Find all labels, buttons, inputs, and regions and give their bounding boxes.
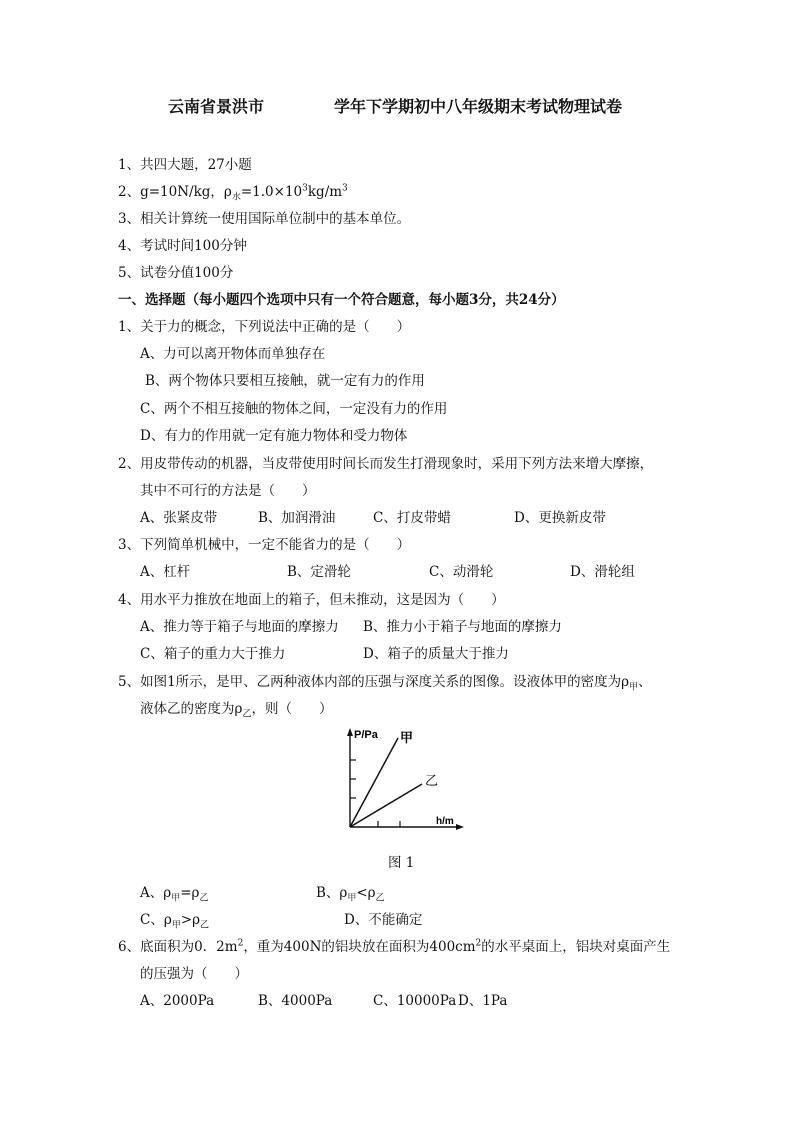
question-3-option-c: C、动滑轮 bbox=[429, 564, 494, 580]
question-3-stem: 3、下列简单机械中，一定不能省力的是（ ） bbox=[118, 537, 411, 553]
page-title: 学年下学期初中八年级期末考试物理试卷 bbox=[334, 97, 623, 116]
question-6-stem: 6、底面积为0．$2m^2$，重为400N的铝块放在面积为$400cm^2$的水平桌面上，铝块对桌面产生 bbox=[118, 938, 671, 955]
question-5-stem-cont: 液体乙的密度为$\rho_乙$，则（ ） bbox=[140, 701, 333, 720]
question-5-option-a: A、$\rho_甲=\rho_乙$ bbox=[140, 885, 209, 904]
question-4-option-a: A、推力等于箱子与地面的摩擦力 bbox=[140, 619, 339, 635]
x-axis-label: h/m bbox=[436, 816, 454, 827]
figure-1-graph bbox=[330, 722, 470, 834]
question-4-option-d: D、箱子的质量大于推力 bbox=[363, 646, 509, 662]
x-axis-arrow bbox=[456, 824, 464, 830]
question-1-stem: 1、关于力的概念，下列说法中正确的是（ ） bbox=[118, 319, 411, 335]
note-1: 1、共四大题，27小题 bbox=[118, 157, 252, 173]
question-2-option-d: D、更换新皮带 bbox=[514, 510, 606, 526]
line-yi-label: 乙 bbox=[425, 774, 439, 789]
question-1-option-b: B、两个物体只要相互接触，就一定有力的作用 bbox=[145, 373, 425, 389]
question-4-option-b: B、推力小于箱子与地面的摩擦力 bbox=[363, 619, 562, 635]
question-3-option-a: A、杠杆 bbox=[140, 564, 191, 580]
question-1-option-d: D、有力的作用就一定有施力物体和受力物体 bbox=[140, 428, 408, 444]
note-3: 3、相关计算统一使用国际单位制中的基本单位。 bbox=[118, 211, 411, 227]
question-2-option-b: B、加润滑油 bbox=[258, 510, 336, 526]
y-axis-label: P/Pa bbox=[354, 729, 378, 741]
figure-1-caption: 图 1 bbox=[388, 855, 415, 871]
note-2: 2、g=10N/kg，$\rho_水=1.0\times 10^3kg/m^3$ bbox=[118, 183, 348, 203]
question-5-option-b: B、$\rho_甲<\rho_乙$ bbox=[316, 885, 385, 904]
y-axis-arrow bbox=[347, 728, 353, 736]
question-4-stem: 4、用水平力推放在地面上的箱子，但未推动，这是因为（ ） bbox=[118, 592, 505, 608]
question-6-option-d: D、1Pa bbox=[458, 993, 508, 1009]
note-5: 5、试卷分值100分 bbox=[118, 265, 234, 281]
question-5-option-d: D、不能确定 bbox=[344, 912, 423, 928]
question-2-stem: 2、用皮带传动的机器，当皮带使用时间长而发生打滑现象时，采用下列方法来增大摩擦， bbox=[118, 456, 654, 472]
question-1-option-c: C、两个不相互接触的物体之间，一定没有力的作用 bbox=[140, 401, 448, 417]
question-2-stem-cont: 其中不可行的方法是（ ） bbox=[140, 483, 316, 499]
question-3-option-d: D、滑轮组 bbox=[570, 564, 635, 580]
question-1-option-a: A、力可以离开物体而单独存在 bbox=[140, 346, 326, 362]
question-3-option-b: B、定滑轮 bbox=[287, 564, 351, 580]
question-5-stem: 5、如图1所示，是甲、乙两种液体内部的压强与深度关系的图像。设液体甲的密度为$\rho_甲$、 bbox=[118, 674, 652, 693]
note-4: 4、考试时间100分钟 bbox=[118, 238, 247, 254]
question-6-option-c: C、10000Pa bbox=[373, 993, 457, 1009]
line-jia-label: 甲 bbox=[400, 731, 414, 746]
question-6-option-b: B、4000Pa bbox=[258, 993, 333, 1009]
question-2-option-a: A、张紧皮带 bbox=[140, 510, 218, 526]
line-jia bbox=[350, 738, 398, 827]
question-6-stem-cont: 的压强为（ ） bbox=[140, 966, 248, 982]
question-4-option-c: C、箱子的重力大于推力 bbox=[140, 646, 286, 662]
section-heading: 一、选择题（每小题四个选项中只有一个符合题意，每小题3分，共24分） bbox=[118, 292, 565, 308]
title-location: 云南省景洪市 bbox=[168, 97, 265, 116]
question-6-option-a: A、2000Pa bbox=[140, 993, 215, 1009]
question-2-option-c: C、打皮带蜡 bbox=[373, 510, 451, 526]
question-5-option-c: C、$\rho_甲>\rho_乙$ bbox=[140, 912, 210, 931]
